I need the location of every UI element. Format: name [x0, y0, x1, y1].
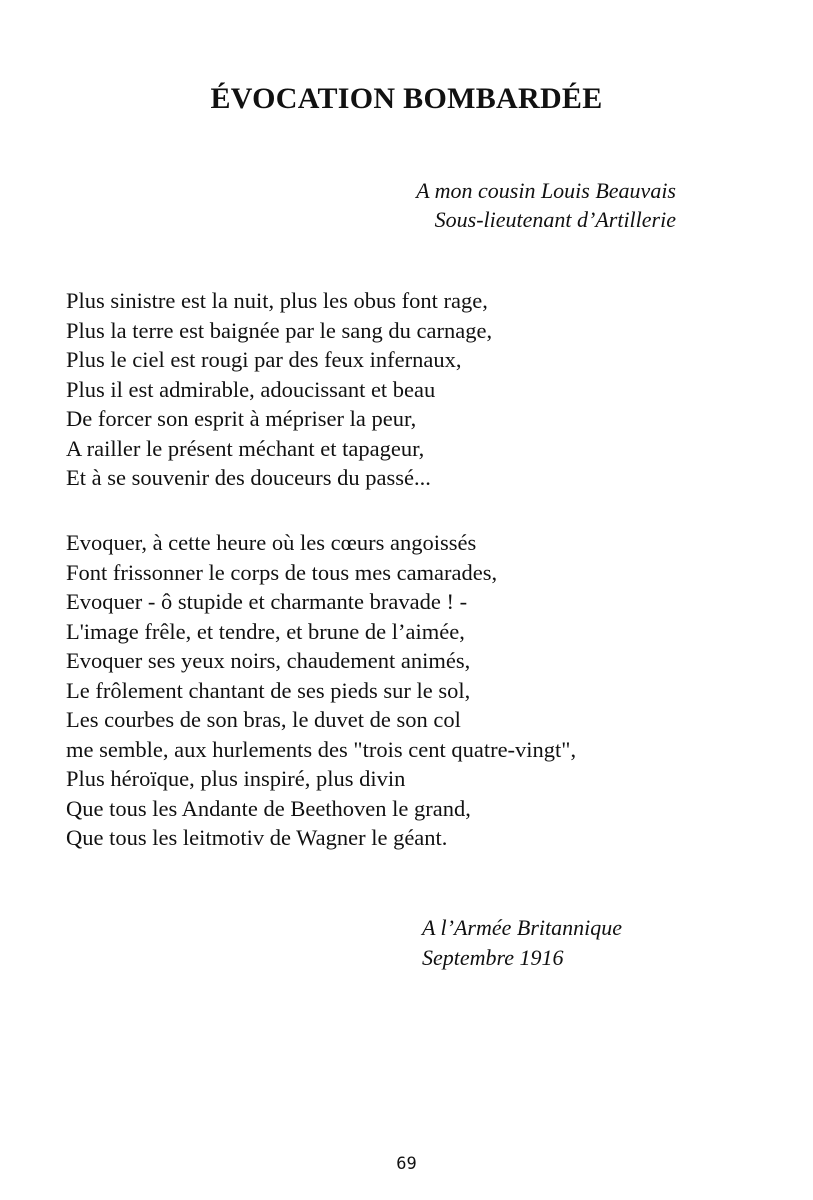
verse-line: Plus le ciel est rougi par des feux infernaux, — [66, 347, 462, 372]
verse-line: Evoquer, à cette heure où les cœurs angoissés — [66, 530, 477, 555]
verse-line: Font frissonner le corps de tous mes camarades, — [66, 559, 498, 585]
verse-line: De forcer son esprit à mépriser la peur, — [66, 406, 417, 431]
verse-line: me semble, aux hurlements des "trois cent quatre-vingt", — [66, 736, 577, 762]
verse-line: Que tous les Andante de Beethoven le grand, — [66, 795, 471, 821]
verse-line: L'image frêle, et tendre, et brune de l’aimée, — [66, 618, 465, 644]
verse-line: Plus sinistre est la nuit, plus les obus font rage, — [66, 288, 488, 313]
verse-line: Que tous les leitmotiv de Wagner le géant. — [66, 825, 448, 850]
stanza-2 — [66, 528, 576, 853]
verse-line: Les courbes de son bras, le duvet de son col — [66, 707, 461, 732]
verse-line: Le frôlement chantant de ses pieds sur le sol, — [66, 677, 471, 703]
verse-line: Et à se souvenir des douceurs du passé... — [66, 465, 431, 490]
verse-line: Evoquer ses yeux noirs, chaudement animés, — [66, 648, 471, 673]
page-number: 69 — [396, 1154, 417, 1174]
signoff-date: Septembre 1916 — [422, 945, 564, 970]
stanza-1 — [66, 286, 492, 493]
verse-line: Evoquer - ô stupide et charmante bravade ! - — [66, 589, 468, 614]
dedication-line: A mon cousin Louis Beauvais — [416, 178, 676, 203]
verse-line: Plus héroïque, plus inspiré, plus divin — [66, 766, 406, 791]
verse-line: Plus la terre est baignée par le sang du carnage, — [66, 317, 493, 343]
poem-title: ÉVOCATION BOMBARDÉE — [210, 82, 603, 115]
verse-line: Plus il est admirable, adoucissant et beau — [66, 376, 436, 402]
signoff-place: A l’Armée Britannique — [422, 915, 622, 940]
dedication — [416, 176, 676, 234]
signoff — [422, 913, 622, 973]
dedication-line: Sous-lieutenant d’Artillerie — [434, 207, 676, 232]
verse-line: A railler le présent méchant et tapageur, — [66, 435, 425, 461]
